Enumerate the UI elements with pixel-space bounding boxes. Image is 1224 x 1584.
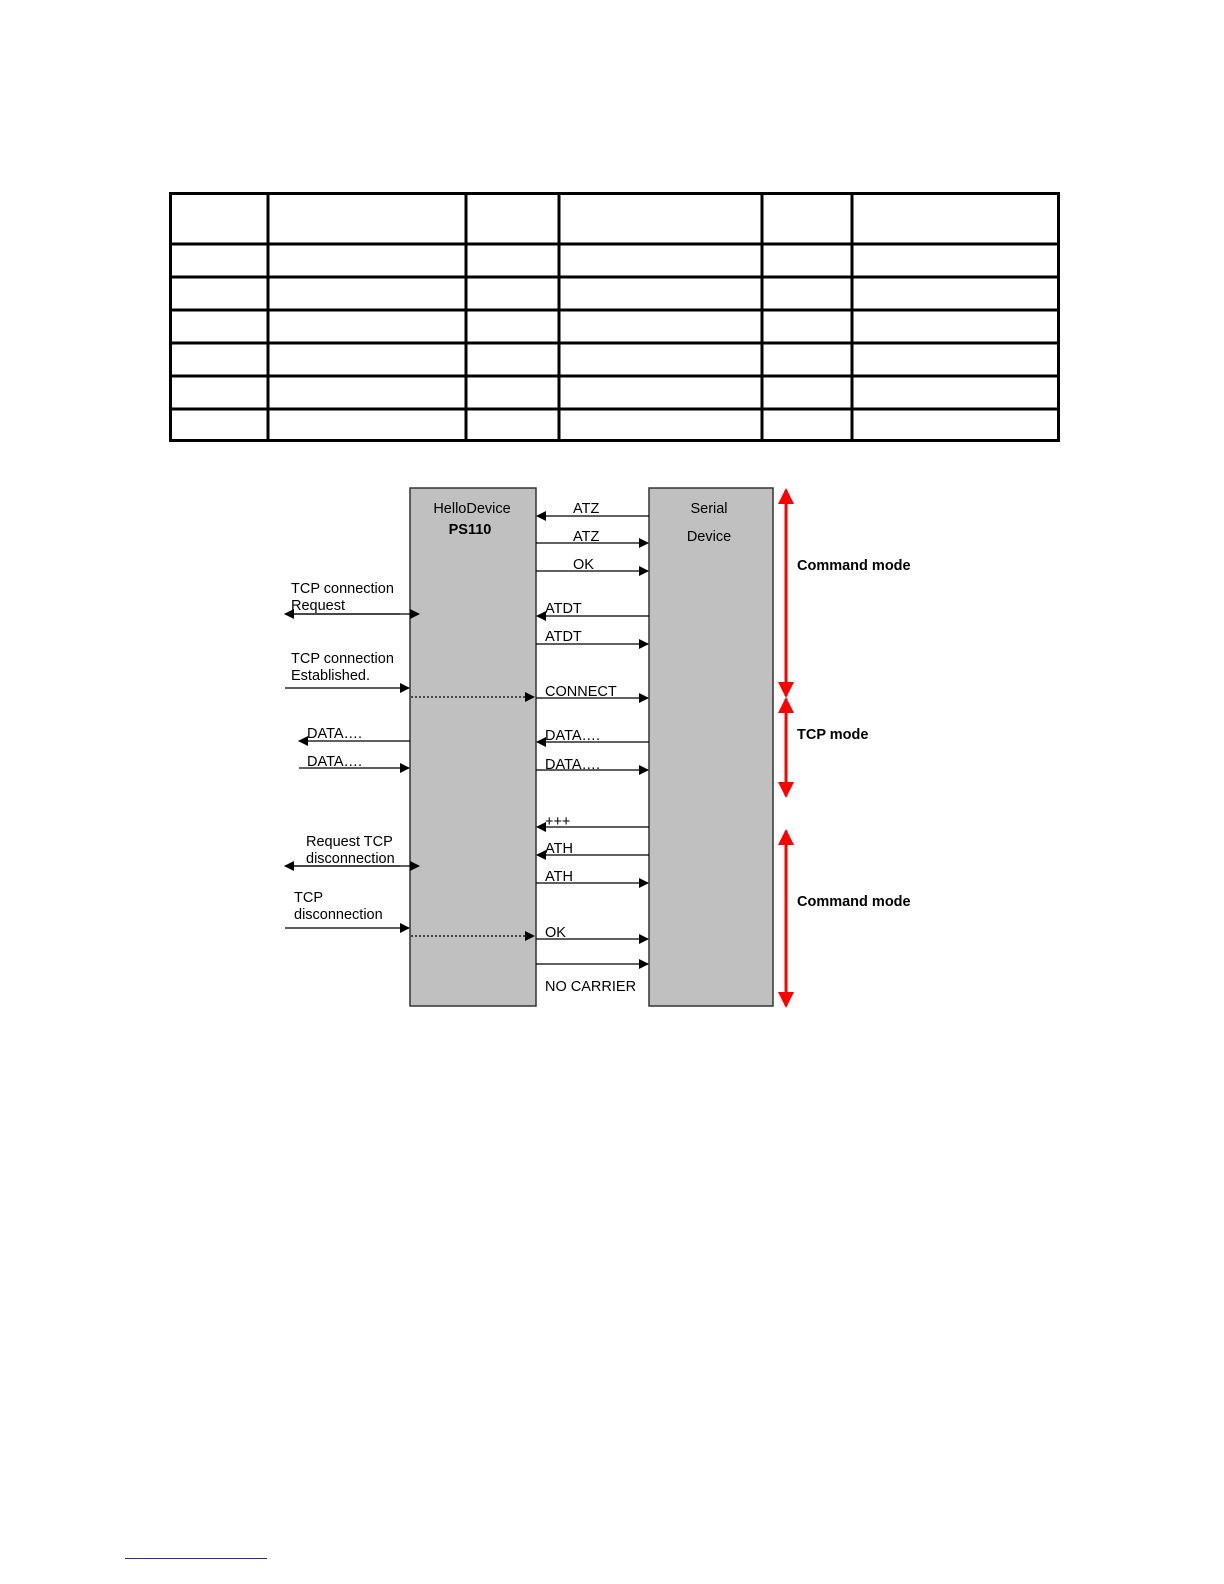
label-ath-out: ATH: [545, 869, 573, 885]
label-tcp-disc-2: disconnection: [294, 907, 383, 923]
label-ath-in: ATH: [545, 841, 573, 857]
label-ok-2: OK: [545, 925, 566, 941]
label-tcp-est-2: Established.: [291, 668, 370, 684]
label-tcp-disc-1: TCP: [294, 890, 323, 906]
label-req-disc-1: Request TCP: [306, 834, 393, 850]
label-data-out: DATA….: [545, 757, 601, 773]
label-data-left-1: DATA….: [307, 726, 363, 742]
label-tcp-req-1: TCP connection: [291, 581, 394, 597]
label-data-in: DATA….: [545, 728, 601, 744]
hellodevice-box: [410, 488, 536, 1006]
mode-label-command-2: Command mode: [797, 894, 911, 910]
label-ok-1: OK: [573, 557, 594, 573]
label-data-left-2: DATA….: [307, 754, 363, 770]
label-connect: CONNECT: [545, 684, 617, 700]
label-atz-in: ATZ: [573, 501, 600, 517]
label-atdt-out: ATDT: [545, 629, 582, 645]
label-no-carrier: NO CARRIER: [545, 979, 637, 995]
device-label: Device: [686, 529, 732, 545]
label-tcp-est-1: TCP connection: [291, 651, 394, 667]
label-atz-out: ATZ: [573, 529, 600, 545]
serial-device-box: [649, 488, 773, 1006]
label-tcp-req-2: Request: [291, 598, 346, 614]
serial-label: Serial: [690, 501, 728, 517]
ps110-label: PS110: [448, 522, 492, 538]
footnote-rule: [125, 1558, 267, 1559]
label-plus: +++: [545, 814, 571, 830]
hellodevice-label: HelloDevice: [433, 501, 511, 517]
mode-label-command-1: Command mode: [797, 558, 911, 574]
label-req-disc-2: disconnection: [306, 851, 395, 867]
mode-label-tcp: TCP mode: [797, 727, 869, 743]
label-atdt-in: ATDT: [545, 601, 582, 617]
